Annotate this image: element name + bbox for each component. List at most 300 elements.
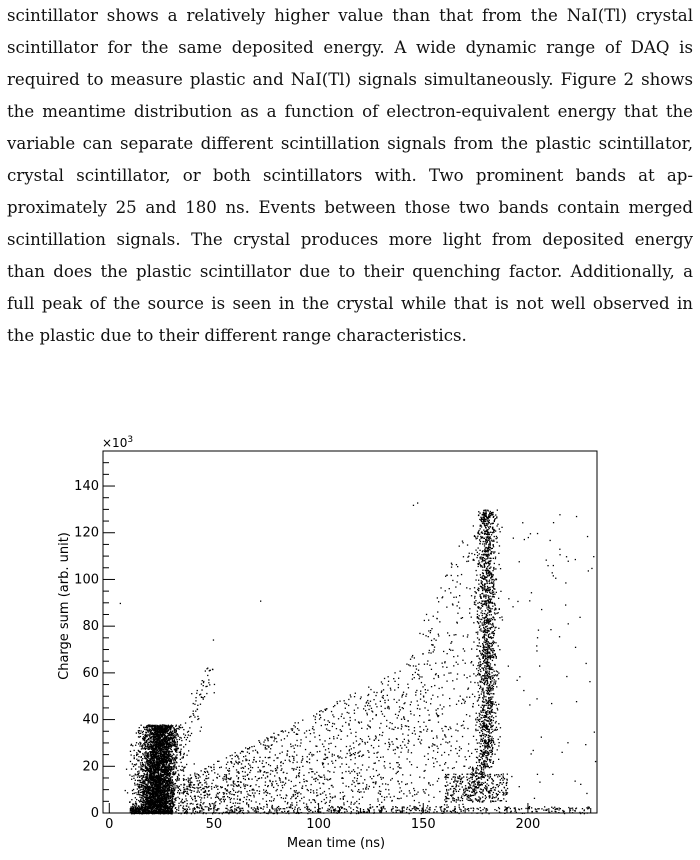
data-point — [135, 797, 136, 798]
data-point — [135, 806, 136, 807]
text-line: the meantime distribution as a function of electron-equivalent energy that the — [7, 102, 693, 121]
data-point — [160, 770, 161, 771]
data-point — [176, 725, 177, 726]
data-point — [160, 730, 161, 731]
data-point — [169, 776, 170, 777]
data-point — [181, 737, 182, 738]
data-point — [156, 745, 157, 746]
data-point — [165, 786, 166, 787]
data-point — [159, 776, 160, 777]
data-point — [153, 761, 154, 762]
data-point — [131, 776, 132, 777]
data-point — [489, 671, 490, 672]
data-point — [163, 733, 164, 734]
data-point — [158, 737, 159, 738]
data-point — [157, 806, 158, 807]
data-point — [158, 773, 159, 774]
data-point — [160, 790, 161, 791]
data-point — [159, 728, 160, 729]
data-point — [479, 721, 480, 722]
text-line: proximately 25 and 180 ns. Events between those two bands contain merged — [7, 198, 693, 217]
data-point — [165, 767, 166, 768]
data-point — [150, 768, 151, 769]
data-point — [181, 749, 182, 750]
data-point — [483, 766, 484, 767]
data-point — [208, 679, 209, 680]
data-point — [131, 754, 132, 755]
data-point — [140, 790, 141, 791]
data-point — [159, 726, 160, 727]
data-point — [159, 780, 160, 781]
data-point — [160, 788, 161, 789]
data-point — [168, 794, 169, 795]
data-point — [485, 635, 486, 636]
data-point — [150, 774, 151, 775]
data-point — [497, 671, 498, 672]
data-point — [130, 761, 131, 762]
data-point — [149, 733, 150, 734]
data-point — [173, 769, 174, 770]
data-point — [474, 554, 475, 555]
data-point — [191, 693, 192, 694]
data-point — [493, 761, 494, 762]
text-line: scintillator for the same deposited energy. A wide dynamic range of DAQ is — [7, 38, 693, 57]
data-point — [476, 575, 477, 576]
data-point — [139, 752, 140, 753]
data-point — [480, 686, 481, 687]
data-point — [147, 743, 148, 744]
data-point — [160, 773, 161, 774]
data-point — [170, 738, 171, 739]
data-point — [176, 797, 177, 798]
data-point — [133, 778, 134, 779]
data-point — [496, 727, 497, 728]
data-point — [479, 651, 480, 652]
data-point — [147, 780, 148, 781]
data-point — [162, 811, 163, 812]
data-point — [159, 764, 160, 765]
data-point — [168, 798, 169, 799]
data-point — [495, 568, 496, 569]
data-point — [492, 551, 493, 552]
data-point — [161, 807, 162, 808]
data-point — [173, 792, 174, 793]
data-point — [477, 700, 478, 701]
data-point — [162, 806, 163, 807]
data-point — [141, 812, 142, 813]
data-point — [183, 769, 184, 770]
data-point — [171, 761, 172, 762]
data-point — [134, 783, 135, 784]
data-point — [194, 716, 195, 717]
data-point — [481, 679, 482, 680]
data-point — [139, 727, 140, 728]
data-point — [166, 772, 167, 773]
data-point — [154, 797, 155, 798]
data-point — [180, 784, 181, 785]
data-point — [170, 779, 171, 780]
data-point — [176, 754, 177, 755]
data-point — [133, 789, 134, 790]
data-point — [169, 778, 170, 779]
data-point — [144, 786, 145, 787]
data-point — [493, 738, 494, 739]
data-point — [138, 774, 139, 775]
data-point — [147, 746, 148, 747]
data-point — [144, 770, 145, 771]
data-point — [162, 759, 163, 760]
data-point — [160, 785, 161, 786]
data-point — [174, 793, 175, 794]
data-point — [169, 808, 170, 809]
data-point — [138, 800, 139, 801]
data-point — [176, 785, 177, 786]
data-point — [145, 746, 146, 747]
data-point — [146, 776, 147, 777]
data-point — [147, 795, 148, 796]
data-point — [150, 802, 151, 803]
data-point — [171, 769, 172, 770]
data-point — [138, 790, 139, 791]
data-point — [142, 745, 143, 746]
data-point — [203, 685, 204, 686]
data-point — [144, 790, 145, 791]
data-point — [169, 813, 170, 814]
data-point — [171, 803, 172, 804]
data-point — [483, 530, 484, 531]
data-point — [154, 740, 155, 741]
data-point — [173, 766, 174, 767]
data-point — [479, 732, 480, 733]
data-point — [147, 772, 148, 773]
data-point — [498, 678, 499, 679]
data-point — [158, 738, 159, 739]
data-point — [151, 734, 152, 735]
data-point — [160, 811, 161, 812]
data-point — [496, 613, 497, 614]
data-point — [168, 737, 169, 738]
data-point — [155, 739, 156, 740]
data-point — [498, 739, 499, 740]
data-point — [157, 777, 158, 778]
data-point — [182, 799, 183, 800]
data-point — [483, 769, 484, 770]
data-point — [146, 790, 147, 791]
data-point — [168, 793, 169, 794]
data-point — [165, 759, 166, 760]
data-point — [489, 719, 490, 720]
data-point — [492, 675, 493, 676]
data-point — [147, 755, 148, 756]
data-point — [137, 783, 138, 784]
data-point — [164, 790, 165, 791]
data-point — [174, 785, 175, 786]
data-point — [136, 759, 137, 760]
data-point — [158, 766, 159, 767]
data-point — [181, 770, 182, 771]
data-point — [135, 745, 136, 746]
data-point — [162, 772, 163, 773]
data-point — [475, 604, 476, 605]
data-point — [139, 745, 140, 746]
data-point — [140, 744, 141, 745]
data-point — [153, 805, 154, 806]
data-point — [179, 789, 180, 790]
data-point — [166, 797, 167, 798]
data-point — [490, 646, 491, 647]
data-point — [164, 757, 165, 758]
data-point — [144, 781, 145, 782]
data-point — [140, 762, 141, 763]
data-point — [491, 540, 492, 541]
data-point — [144, 743, 145, 744]
data-point — [155, 785, 156, 786]
data-point — [166, 746, 167, 747]
data-point — [175, 800, 176, 801]
data-point — [150, 798, 151, 799]
data-point — [173, 757, 174, 758]
data-point — [139, 780, 140, 781]
data-point — [493, 558, 494, 559]
data-point — [138, 736, 139, 737]
data-point — [125, 790, 126, 791]
data-point — [149, 764, 150, 765]
data-point — [140, 764, 141, 765]
data-point — [168, 746, 169, 747]
data-point — [132, 806, 133, 807]
data-point — [150, 787, 151, 788]
data-point — [156, 748, 157, 749]
data-point — [479, 642, 480, 643]
data-point — [150, 784, 151, 785]
data-point — [143, 804, 144, 805]
data-point — [163, 797, 164, 798]
data-point — [151, 728, 152, 729]
data-point — [484, 618, 485, 619]
data-point — [177, 779, 178, 780]
data-point — [142, 782, 143, 783]
data-point — [480, 743, 481, 744]
data-point — [141, 804, 142, 805]
data-point — [146, 748, 147, 749]
data-point — [135, 780, 136, 781]
data-point — [487, 595, 488, 596]
scatter-figure — [0, 420, 700, 855]
data-point — [482, 797, 483, 798]
data-point — [472, 775, 473, 776]
data-point — [173, 753, 174, 754]
data-point — [165, 771, 166, 772]
data-point — [142, 762, 143, 763]
data-point — [477, 665, 478, 666]
data-point — [175, 766, 176, 767]
data-point — [160, 795, 161, 796]
data-point — [488, 676, 489, 677]
data-point — [485, 610, 486, 611]
data-point — [157, 771, 158, 772]
data-point — [174, 730, 175, 731]
text-line: full peak of the source is seen in the crystal while that is not well observed in — [7, 294, 693, 313]
data-point — [177, 778, 178, 779]
data-point — [137, 771, 138, 772]
data-point — [472, 781, 473, 782]
data-point — [163, 761, 164, 762]
data-point — [165, 803, 166, 804]
data-point — [174, 790, 175, 791]
data-point — [166, 791, 167, 792]
data-point — [142, 758, 143, 759]
data-point — [139, 794, 140, 795]
data-point — [479, 755, 480, 756]
data-point — [164, 805, 165, 806]
data-point — [145, 763, 146, 764]
data-point — [133, 766, 134, 767]
data-point — [171, 789, 172, 790]
data-point — [141, 725, 142, 726]
data-point — [152, 784, 153, 785]
data-point — [163, 810, 164, 811]
data-point — [144, 740, 145, 741]
data-point — [156, 810, 157, 811]
data-point — [172, 731, 173, 732]
data-point — [158, 810, 159, 811]
data-point — [181, 762, 182, 763]
data-point — [173, 806, 174, 807]
data-point — [137, 788, 138, 789]
data-point — [138, 805, 139, 806]
data-point — [482, 741, 483, 742]
data-point — [145, 732, 146, 733]
data-point — [155, 781, 156, 782]
data-point — [162, 747, 163, 748]
data-point — [488, 702, 489, 703]
data-point — [169, 748, 170, 749]
data-point — [475, 600, 476, 601]
data-point — [174, 762, 175, 763]
data-point — [479, 627, 480, 628]
data-point — [168, 735, 169, 736]
data-point — [150, 741, 151, 742]
data-point — [165, 750, 166, 751]
data-point — [170, 736, 171, 737]
data-point — [169, 796, 170, 797]
data-point — [190, 735, 191, 736]
data-point — [196, 693, 197, 694]
data-point — [150, 754, 151, 755]
data-point — [492, 696, 493, 697]
data-point — [135, 792, 136, 793]
data-point — [182, 727, 183, 728]
data-point — [162, 739, 163, 740]
text-line: scintillator shows a relatively higher value than that from the NaI(Tl) crystal — [7, 6, 693, 25]
data-point — [166, 743, 167, 744]
data-point — [170, 756, 171, 757]
data-point — [129, 802, 130, 803]
data-point — [157, 756, 158, 757]
data-point — [150, 756, 151, 757]
data-point — [147, 774, 148, 775]
data-point — [183, 733, 184, 734]
data-point — [172, 780, 173, 781]
data-point — [162, 790, 163, 791]
data-point — [135, 768, 136, 769]
data-point — [171, 732, 172, 733]
data-point — [167, 781, 168, 782]
data-point — [481, 712, 482, 713]
data-point — [153, 741, 154, 742]
data-point — [143, 809, 144, 810]
data-point — [178, 775, 179, 776]
data-point — [466, 777, 467, 778]
data-point — [175, 787, 176, 788]
data-point — [142, 771, 143, 772]
data-point — [158, 755, 159, 756]
data-point — [139, 797, 140, 798]
data-point — [490, 725, 491, 726]
data-point — [178, 736, 179, 737]
data-point — [172, 741, 173, 742]
data-point — [139, 807, 140, 808]
data-point — [153, 737, 154, 738]
data-point — [146, 742, 147, 743]
data-point — [164, 744, 165, 745]
data-point — [139, 813, 140, 814]
data-point — [475, 550, 476, 551]
data-point — [144, 756, 145, 757]
data-point — [187, 737, 188, 738]
data-point — [164, 801, 165, 802]
data-point — [496, 686, 497, 687]
data-point — [493, 637, 494, 638]
data-point — [182, 766, 183, 767]
data-point — [475, 719, 476, 720]
data-point — [134, 764, 135, 765]
data-point — [492, 731, 493, 732]
data-point — [484, 705, 485, 706]
data-point — [134, 793, 135, 794]
data-point — [160, 777, 161, 778]
data-point — [167, 812, 168, 813]
data-point — [148, 764, 149, 765]
data-point — [176, 761, 177, 762]
data-point — [181, 792, 182, 793]
data-point — [137, 780, 138, 781]
data-point — [149, 775, 150, 776]
data-point — [483, 658, 484, 659]
data-point — [201, 683, 202, 684]
data-point — [180, 801, 181, 802]
data-point — [144, 800, 145, 801]
data-point — [212, 669, 213, 670]
data-point — [132, 745, 133, 746]
data-point — [140, 811, 141, 812]
data-point — [183, 729, 184, 730]
data-point — [143, 727, 144, 728]
data-point — [138, 771, 139, 772]
data-point — [490, 705, 491, 706]
data-point — [143, 783, 144, 784]
data-point — [160, 802, 161, 803]
data-point — [175, 760, 176, 761]
data-point — [132, 763, 133, 764]
body-text-paragraph — [7, 0, 693, 352]
data-point — [475, 730, 476, 731]
data-point — [495, 558, 496, 559]
data-point — [186, 739, 187, 740]
data-point — [156, 801, 157, 802]
data-point — [170, 794, 171, 795]
data-point — [163, 759, 164, 760]
